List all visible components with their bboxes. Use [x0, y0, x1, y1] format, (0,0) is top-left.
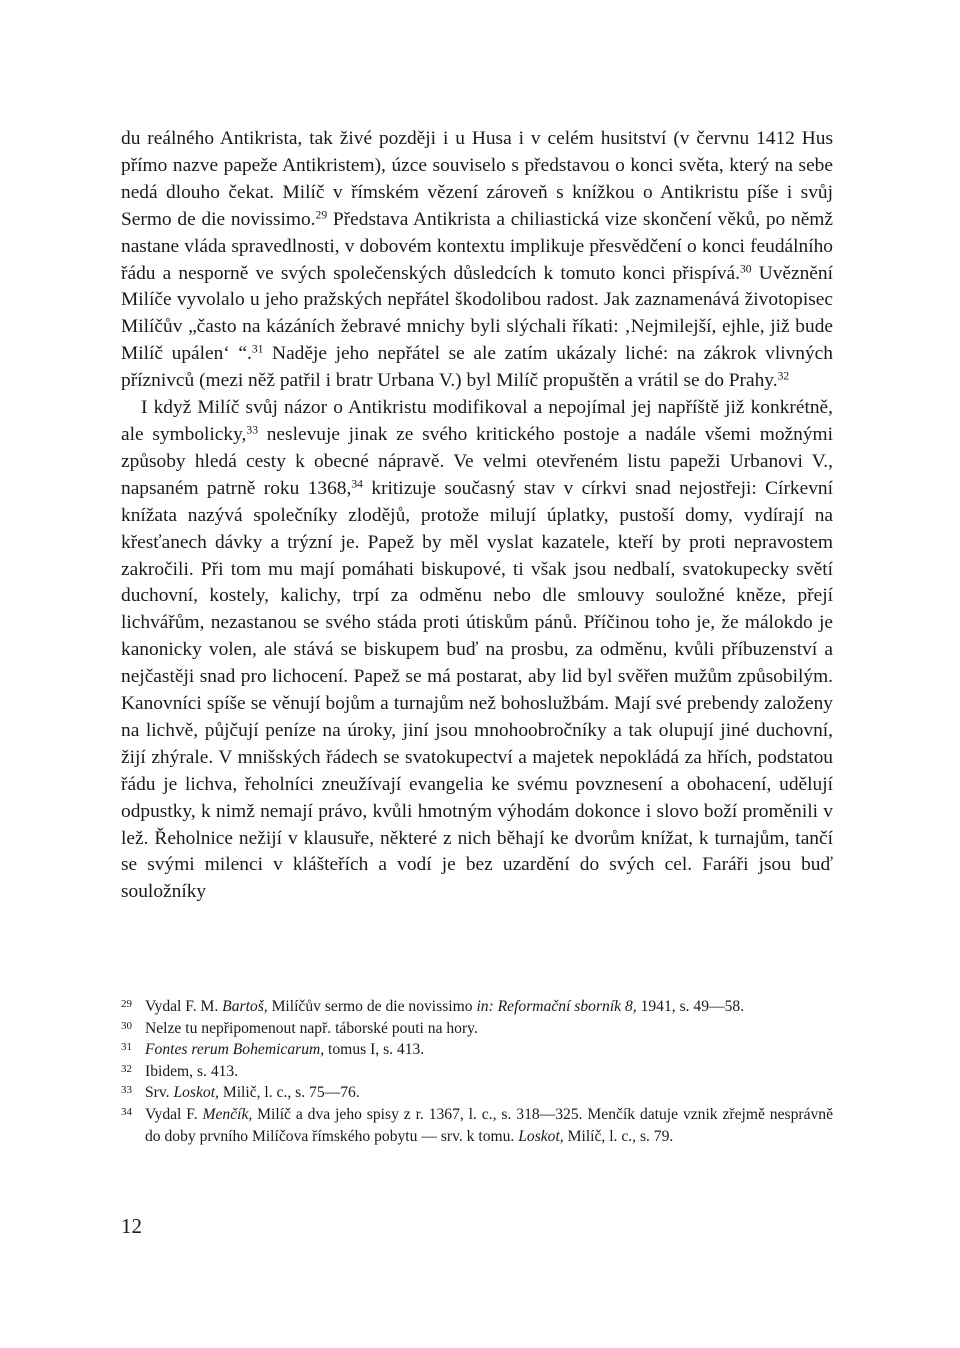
footnote-number: 29: [121, 998, 132, 1010]
footnotes: [121, 996, 833, 1147]
footnote-29: [121, 996, 833, 1018]
main-text: [121, 126, 833, 906]
footnote-text: tomus I, s. 413.: [324, 1041, 425, 1059]
footnote-italic: in: Reformační sborník 8,: [476, 998, 637, 1015]
footnote-italic: Loskot,: [518, 1127, 564, 1145]
text-run: du reálného Antikrista, tak živé později i u Husa i v celém husitství (v červnu 1412 Hus přímo nazve papeže Antikristem), úzce souviselo s představou o konci světa, který na sebe nedá dlouho čekat. Milíč v římském vězení zároveň s knížkou o Antikristu píše i svůj Sermo de die novissimo.: [121, 128, 833, 230]
footnote-ref[interactable]: 34: [351, 477, 363, 491]
footnote-33: [121, 1082, 833, 1104]
footnote-31: [121, 1039, 833, 1061]
paragraph-1: [121, 126, 833, 395]
footnote-text: 1941, s. 49—58.: [636, 998, 745, 1015]
footnote-number: 33: [121, 1084, 132, 1097]
footnote-italic: Loskot,: [173, 1084, 219, 1102]
footnote-ref[interactable]: 32: [777, 369, 790, 383]
footnote-italic: Menčík,: [202, 1105, 253, 1123]
paragraph-2: [121, 395, 833, 906]
text-run: Představa Antikrista a chiliastická vize skončení věků, po němž nastane vláda spravedlnosti, v dobovém kontextu implikuje přesvědčení o konci feudálního řádu a nesporně ve svých společenských důsledcích k tomuto konci přispívá.: [121, 208, 833, 284]
footnote-italic: Fontes rerum Bohemicarum,: [145, 1041, 325, 1059]
footnote-text: Vydal F. M.: [145, 998, 223, 1015]
text-run: Naděje jeho nepřátel se ale zatím ukázaly liché: na zákrok vlivných příznivců (mezi něž patřil i bratr Urbana V.) byl Milíč propuštěn a vrátil se do Prahy.: [121, 343, 833, 392]
footnote-number: 32: [121, 1062, 132, 1075]
footnote-text: Nelze tu nepřipomenout např. táborské pouti na hory.: [145, 1019, 478, 1037]
footnote-ref[interactable]: 29: [315, 208, 328, 222]
footnote-34: [121, 1104, 833, 1147]
footnote-text: Milíč, l. c., s. 79.: [563, 1127, 674, 1145]
footnote-32: [121, 1061, 833, 1083]
text-run: Uvěznění Milíče vyvolalo u jeho pražských nepřátel škodolibou radost. Jak zaznamenává životopisec Milíčův „často na kázáních žebravé mnichy byli slýchali říkati: ‚Nejmilejší, ejhle, již bude Milíč upálen‘ “.: [121, 262, 833, 365]
footnote-italic: Bartoš,: [222, 998, 268, 1015]
footnote-text: Srv.: [145, 1084, 174, 1102]
footnote-30: [121, 1018, 833, 1040]
text-run: I když Milíč svůj názor o Antikristu modifikoval a nepojímal jej napříště již konkrétně, ale symbolicky,: [121, 397, 833, 445]
footnote-text: Ibidem, s. 413.: [145, 1062, 239, 1080]
footnote-number: 30: [121, 1019, 132, 1032]
footnote-ref[interactable]: 30: [739, 262, 752, 276]
footnote-ref[interactable]: 33: [246, 423, 259, 437]
text-run: kritizuje současný stav v církvi snad nejostřeji: Církevní knížata nazývá společníky zlodějů, protože milují úplatky, pustoší domy, vydírají na křesťanech dávky a trýzní je. Papež by měl vyslat kazatele, kteří by proti nepravostem zakročili. Při tom mu mají pomáhati biskupové, ti však jsou nedbalí, svatokupecky světí duchovní, kostely, kalichy, trpí za odměnu nebo dle smlouvy souložné kněze, přejí lichvářům, nezastanou se svého stáda proti útiskům pánů. Příčinou toho je, že málokdo je kanonicky volen, ale stává se biskupem buď na prosbu, za odměnu, kvůli příbuzenství a nejčastěji snad pro lichocení. Papež se má postarat, aby lid byl svěřen mužům způsobilým. Kanovníci spíše se věnují bojům a turnajům než bohoslužbám. Mají své prebendy založeny na lichvě, půjčují peníze na úroky, jiní jsou mnohoobročníky a tak olupují jiné duchovní, žijí zhýrale. V mnišských řádech se svatokupectví a majetek nepokládá za hřích, podstatou řádu je lichva, řeholníci zneužívají evangelia ke svému povznesení a obohacení, udělují odpustky, k nimž nemají právo, kvůli hmotným výhodám dokonce i slovo boží proměnili v lež. Řeholnice nežijí v klausuře, některé z nich běhají ke dvorům knížat, k turnajům, tančí se svými milenci v klášteřích a vodí je bez uzardění do svých cel. Faráři jsou buď souložníky: [121, 477, 833, 903]
footnote-ref[interactable]: 31: [251, 342, 264, 356]
footnote-text: Milíč a dva jeho spisy z r. 1367, l. c., s. 318—325. Menčík datuje vznik zřejmě nesprávně do doby prvního Milíčova římského pobytu — srv. k tomu.: [145, 1105, 834, 1145]
footnote-text: Vydal F.: [145, 1105, 203, 1123]
footnote-number: 31: [121, 1041, 132, 1054]
text-run: neslevuje jinak ze svého kritického postoje a nadále všemi možnými způsoby hledá cesty k obecné nápravě. Ve velmi otevřeném listu papeži Urbanovi V., napsaném patrně roku 1368,: [121, 423, 833, 499]
footnote-text: Milíčův sermo de die novissimo: [267, 998, 477, 1015]
page-number: 12: [121, 1214, 142, 1238]
footnote-text: Milič, l. c., s. 75—76.: [218, 1084, 360, 1102]
footnote-number: 34: [121, 1105, 132, 1118]
